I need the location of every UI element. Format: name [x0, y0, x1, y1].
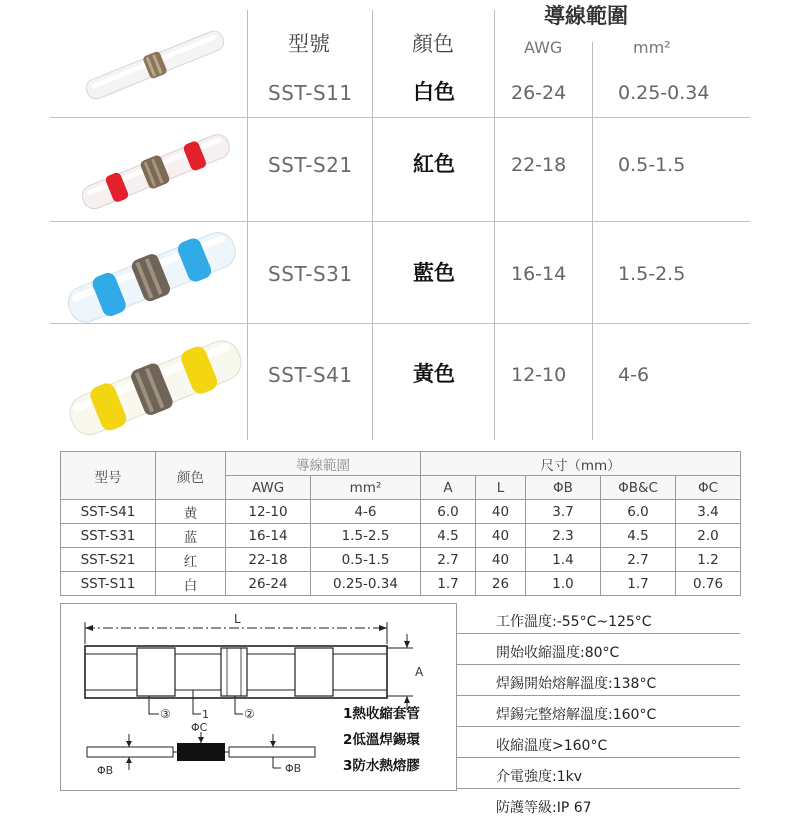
dim-cell-l: 40: [476, 524, 526, 548]
spec-header-mm2: mm²: [633, 38, 671, 57]
dim-cell-l: 40: [476, 548, 526, 572]
spec-row-2-color: 紅色: [413, 152, 455, 176]
dim-cell-phi-bc: 1.7: [601, 572, 676, 596]
dim-cell-awg: 26-24: [226, 572, 311, 596]
spec-row-3-model: SST-S31: [268, 262, 353, 286]
properties-list: [456, 603, 740, 819]
dim-cell-color: 白: [156, 572, 226, 596]
spec-row-1-model: SST-S11: [268, 81, 353, 105]
dim-cell-phi-c: 3.4: [676, 500, 741, 524]
dim-cell-model: SST-S31: [61, 524, 156, 548]
connector-image-white: [83, 27, 227, 104]
dim-cell-l: 26: [476, 572, 526, 596]
property-text: 工作溫度:-55°C~125°C: [496, 614, 652, 630]
dim-cell-phi-b: 2.3: [526, 524, 601, 548]
connector-image-yellow: [63, 332, 248, 444]
dim-cell-phi-bc: 2.7: [601, 548, 676, 572]
connector-image-red: [78, 128, 234, 214]
spec-row-1-mm2: 0.25-0.34: [618, 82, 710, 104]
property-text: 開始收縮溫度:80°C: [496, 645, 620, 661]
dim-cell-model: SST-S21: [61, 548, 156, 572]
spec-header-wire-range: 導線範圍: [544, 4, 628, 28]
dim-header-model: 型号: [61, 452, 156, 500]
diagram-label-phi-c: ΦC: [191, 721, 208, 734]
spec-row-1-awg: 26-24: [511, 82, 567, 104]
spec-row-3-color: 藍色: [413, 261, 455, 285]
dim-cell-mm2: 1.5-2.5: [311, 524, 421, 548]
property-item: [456, 727, 740, 758]
property-item: [456, 634, 740, 665]
dim-header-wire-range: 導線範圍: [226, 452, 421, 476]
dim-cell-phi-b: 1.4: [526, 548, 601, 572]
diagram-callout-3: ③: [160, 707, 171, 721]
property-item: [456, 665, 740, 696]
dim-cell-phi-b: 1.0: [526, 572, 601, 596]
table-row: [61, 524, 741, 548]
spec-row-4-model: SST-S41: [268, 363, 353, 387]
diagram-callout-2: ②: [244, 707, 255, 721]
dim-cell-phi-c: 2.0: [676, 524, 741, 548]
property-item: [456, 758, 740, 789]
dim-cell-phi-c: 0.76: [676, 572, 741, 596]
diagram-label-l: L: [231, 613, 244, 625]
dim-cell-color: 黄: [156, 500, 226, 524]
property-text: 介電強度:1kv: [496, 769, 583, 785]
connector-images: [40, 0, 250, 445]
dim-cell-awg: 22-18: [226, 548, 311, 572]
dim-cell-color: 蓝: [156, 524, 226, 548]
property-item: [456, 603, 740, 634]
dim-cell-a: 4.5: [421, 524, 476, 548]
table-row: [61, 572, 741, 596]
dim-cell-l: 40: [476, 500, 526, 524]
spec-row-4-color: 黃色: [413, 362, 455, 386]
spec-header-model: 型號: [288, 32, 330, 56]
dim-cell-a: 1.7: [421, 572, 476, 596]
dim-cell-a: 2.7: [421, 548, 476, 572]
dim-cell-a: 6.0: [421, 500, 476, 524]
property-text: 焊錫開始熔解溫度:138°C: [496, 676, 657, 692]
spec-row-3-awg: 16-14: [511, 263, 567, 285]
spec-row-4-awg: 12-10: [511, 364, 567, 386]
connector-diagram: [60, 603, 457, 791]
spec-header-awg: AWG: [524, 38, 563, 57]
spec-row-2-awg: 22-18: [511, 154, 567, 176]
dim-cell-mm2: 4-6: [311, 500, 421, 524]
dim-header-mm2: mm²: [311, 476, 421, 500]
diagram-label-phi-b-right: ΦB: [285, 762, 302, 775]
dim-header-a: A: [421, 476, 476, 500]
property-text: 防護等級:IP 67: [496, 800, 592, 816]
dim-cell-phi-bc: 4.5: [601, 524, 676, 548]
property-text: 焊錫完整熔解溫度:160°C: [496, 707, 657, 723]
dim-header-phi-b: ΦB: [526, 476, 601, 500]
dim-cell-awg: 12-10: [226, 500, 311, 524]
dim-cell-model: SST-S41: [61, 500, 156, 524]
legend-item-2: 2低溫焊錫環: [343, 732, 420, 748]
spec-header-color: 顏色: [412, 32, 454, 56]
dimension-table: [60, 451, 741, 596]
dim-cell-mm2: 0.5-1.5: [311, 548, 421, 572]
property-item: [456, 789, 740, 819]
spec-row-4-mm2: 4-6: [618, 364, 650, 386]
dim-header-awg: AWG: [226, 476, 311, 500]
dim-cell-model: SST-S11: [61, 572, 156, 596]
dim-header-color: 颜色: [156, 452, 226, 500]
spec-row-2-mm2: 0.5-1.5: [618, 154, 686, 176]
spec-row-1-color: 白色: [413, 80, 455, 104]
legend-item-3: 3防水熱熔膠: [343, 758, 420, 774]
dim-header-size: 尺寸（mm）: [421, 452, 741, 476]
diagram-label-a: A: [415, 665, 424, 679]
dim-cell-mm2: 0.25-0.34: [311, 572, 421, 596]
property-item: [456, 696, 740, 727]
diagram-callout-1: 1: [202, 708, 209, 721]
dim-cell-color: 红: [156, 548, 226, 572]
table-row: [61, 500, 741, 524]
dim-cell-phi-c: 1.2: [676, 548, 741, 572]
dim-header-phi-c: ΦC: [676, 476, 741, 500]
spec-row-2-model: SST-S21: [268, 153, 353, 177]
diagram-label-phi-b-left: ΦB: [97, 764, 114, 777]
dim-cell-phi-bc: 6.0: [601, 500, 676, 524]
spec-row-3-mm2: 1.5-2.5: [618, 263, 686, 285]
connector-image-blue: [62, 224, 242, 331]
property-text: 收縮溫度>160°C: [496, 738, 608, 754]
dim-header-l: L: [476, 476, 526, 500]
dim-header-phi-bc: ΦB&C: [601, 476, 676, 500]
dim-cell-phi-b: 3.7: [526, 500, 601, 524]
table-row: [61, 548, 741, 572]
dim-cell-awg: 16-14: [226, 524, 311, 548]
legend-item-1: 1熱收縮套管: [343, 706, 420, 722]
